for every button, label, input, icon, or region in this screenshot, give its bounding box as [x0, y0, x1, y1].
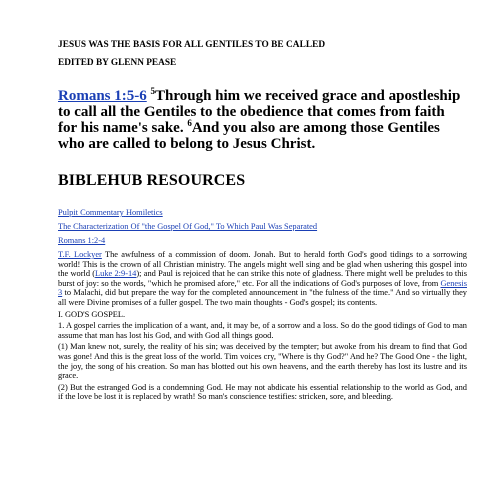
- commentary-links: [58, 208, 467, 217]
- characterization-link[interactable]: The Characterization Of "the Gospel Of God," To Which Paul Was Separated: [58, 222, 318, 231]
- verse-reference-link[interactable]: Romans 1:5-6: [58, 88, 147, 104]
- verse-6-text: And you also are among those Gentiles who are called to belong to Jesus Christ.: [58, 120, 440, 152]
- luke-ref-link[interactable]: Luke 2:9-14: [95, 269, 137, 279]
- verse-5-number: 5: [150, 86, 155, 96]
- romans-ref-link[interactable]: Romans 1:2-4: [58, 236, 106, 245]
- paragraph-2: (1) Man knew not, surely, the reality of his sin; was deceived by the tempter; but awoke from his dream to find that God was gone! And this is the great loss of the world. Tim voices cry, "Where is thy God?" And he? The Good One - the light, the joy, the song of his creation. So man has blotted out his own heavens, and the earth thereby has lost its lustre and its grace.: [58, 342, 467, 381]
- document-title: JESUS WAS THE BASIS FOR ALL GENTILES TO BE CALLED: [58, 40, 326, 50]
- paragraph-intro-text-b: ); and Paul is rejoiced that he can strike this note of gladness. There might well be preludes to this burst of joy: so the words, "which he promised afore," etc. For all the indications of God's purposes of love, from: [58, 269, 467, 288]
- author-link[interactable]: T.F. Lockyer: [58, 250, 102, 259]
- section-heading-gospel: I. GOD'S GOSPEL.: [58, 309, 126, 319]
- paragraph-intro-text-c: to Malachi, did but prepare the way for the completed announcement in "the fulness of the time." And so virtually they all were Divine promises of a fuller gospel. The two main thoughts - God's gospel; its contents.: [58, 288, 467, 307]
- paragraph-1: 1. A gospel carries the implication of a want, and, it may be, of a sorrow and a loss. So do the good tidings of God to man assume that man has lost his God, and with God all things good.: [58, 321, 467, 340]
- document-editor: EDITED BY GLENN PEASE: [58, 58, 177, 68]
- paragraph-intro: [58, 250, 467, 308]
- verse-block: [58, 88, 467, 152]
- genesis-ref-link[interactable]: Genesis 3: [58, 278, 467, 298]
- pulpit-commentary-link[interactable]: Pulpit Commentary: [58, 208, 124, 217]
- verse-6-number: 6: [187, 118, 192, 128]
- paragraph-intro-text-a: The awfulness of a commission of doom. Jonah. But to herald forth God's good tidings to a sorrowing world! This is the crown of all Christian ministry. The angels might well sing and be glad when ushering this gospel into the world (: [58, 250, 467, 279]
- verse-5-text: Through him we received grace and apostleship to call all the Gentiles to the obedience that comes from faith for his name's sake.: [58, 88, 461, 136]
- homiletics-link[interactable]: Homiletics: [125, 208, 163, 217]
- paragraph-3: (2) But the estranged God is a condemning God. He may not abdicate his essential relationship to the world as God, and if the love be lost it is replaced by wrath! So man's conscience testifies: stricken, sore, and bleeding.: [58, 382, 467, 402]
- resources-heading: BIBLEHUB RESOURCES: [58, 172, 246, 189]
